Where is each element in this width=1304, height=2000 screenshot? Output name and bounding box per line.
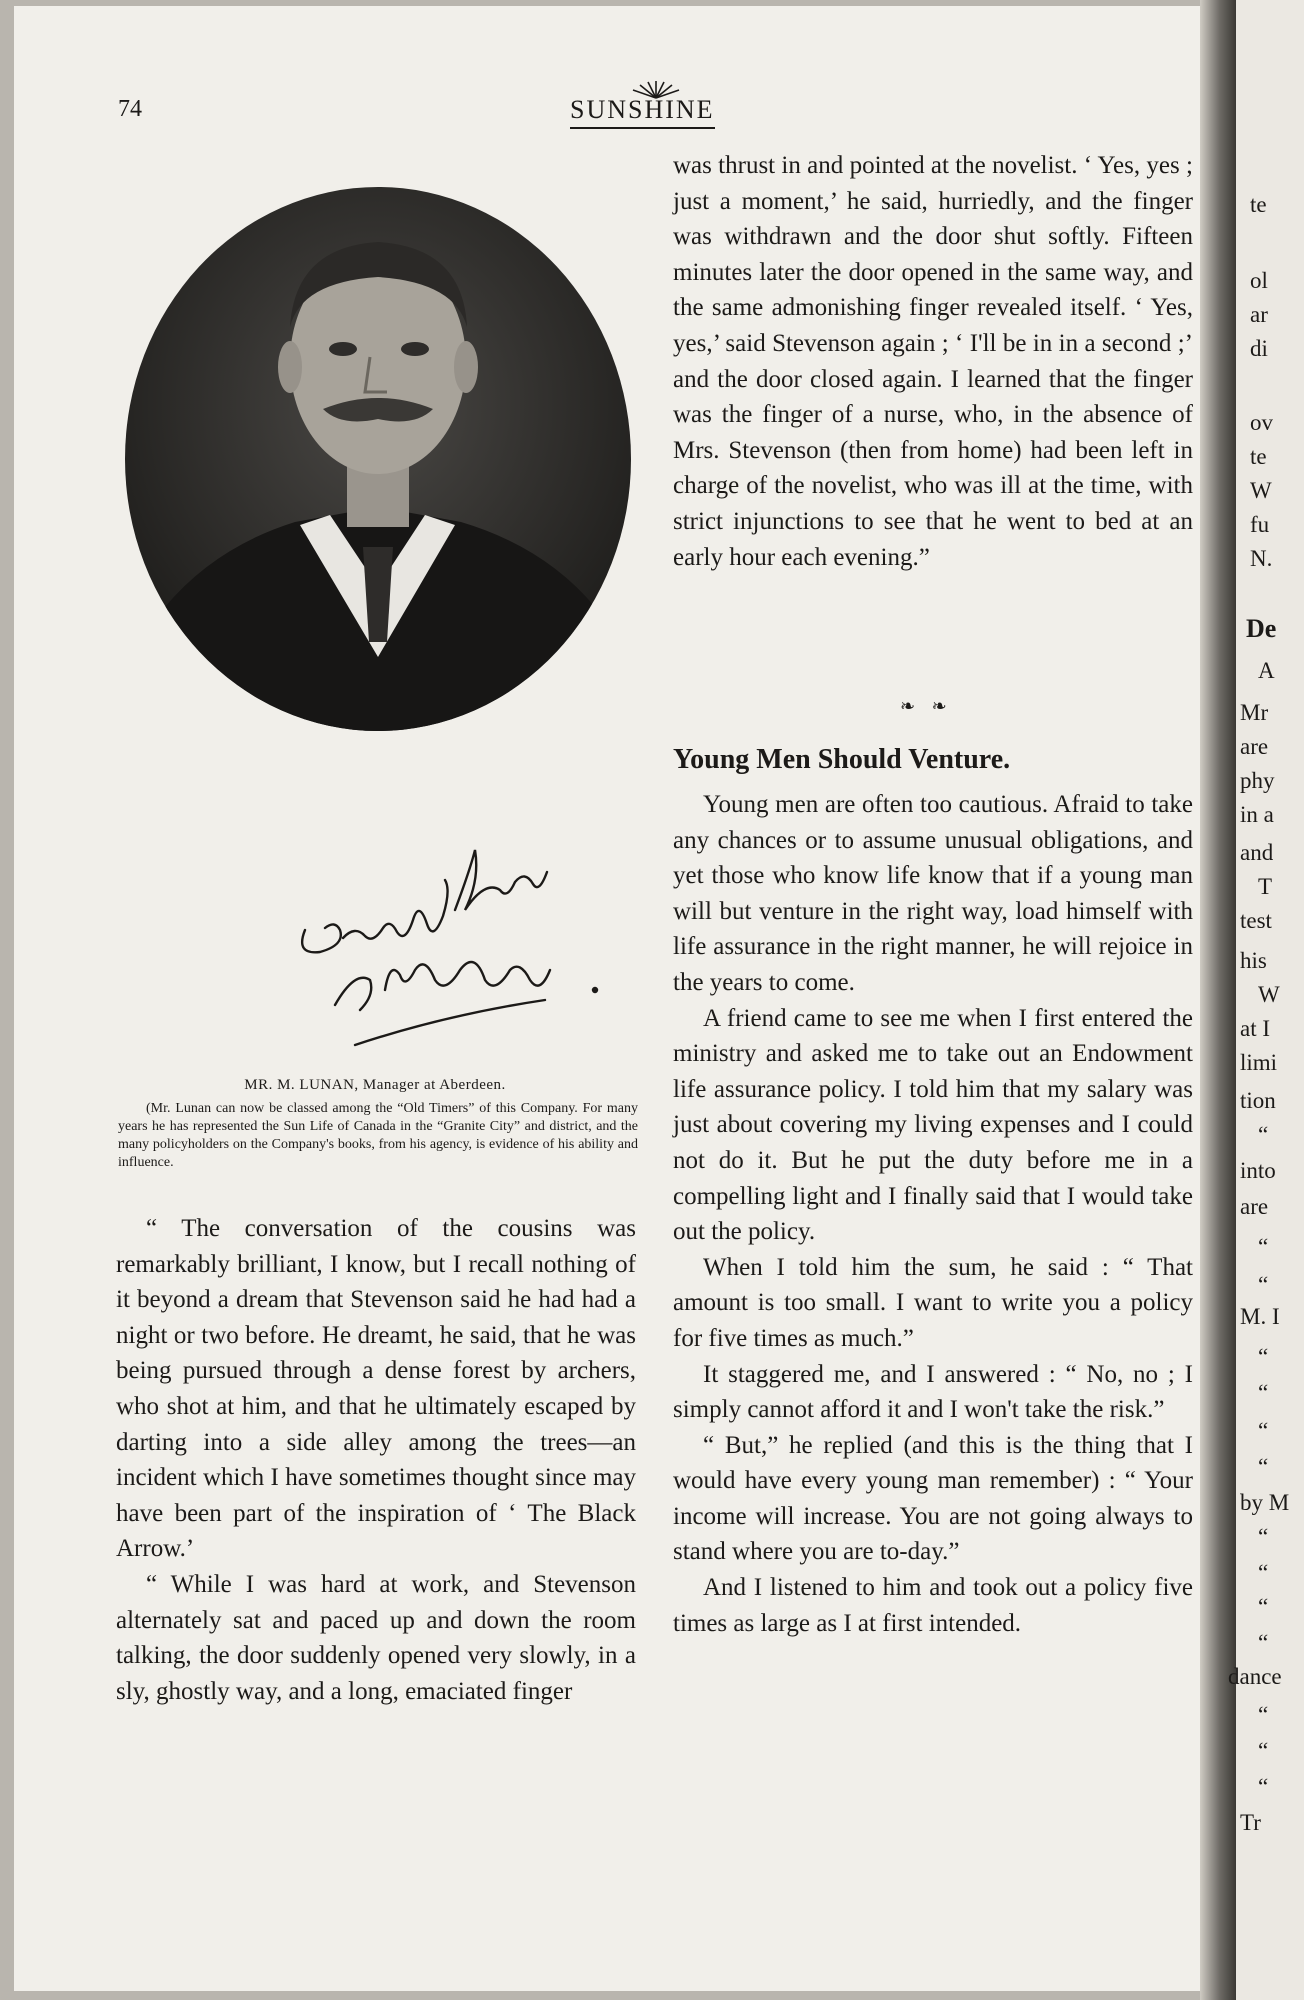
photo-caption-title: MR. M. LUNAN, Manager at Aberdeen. [244, 1077, 506, 1093]
adjacent-page-text-fragment: “ [1258, 1454, 1269, 1479]
page-gutter [1200, 0, 1236, 2000]
article-paragraph: was thrust in and pointed at the novelist. ‘ Yes, yes ; just a moment,’ he said, hurriedly, and the finger was withdrawn and the door shut softly. Fifteen minutes later the door opened in the same way, and the same admonishing finger revealed itself. ‘ Yes, yes,’ said Stevenson again ; ‘ I'll be in in a second ;’ and the door closed again. I learned that the finger was the finger of a nurse, who, in the absence of Mrs. Stevenson (then from home) had been left in charge of the novelist, who was ill at the time, with strict injunctions to see that he went to bed at an early hour each evening.” [673, 152, 1193, 571]
adjacent-page-text-fragment: ar [1250, 302, 1268, 327]
article-right-column [673, 787, 1193, 1641]
adjacent-page-text-fragment: A [1258, 658, 1275, 683]
adjacent-page-text-fragment: “ [1258, 1702, 1269, 1727]
adjacent-page-text-fragment: Tr [1240, 1810, 1261, 1835]
adjacent-page-text-fragment: dance [1228, 1664, 1282, 1689]
adjacent-page-text-fragment: by M [1240, 1490, 1290, 1515]
adjacent-page-text-fragment: “ [1258, 1418, 1269, 1443]
article-left-column [116, 1211, 636, 1709]
adjacent-page-text-fragment: at I [1240, 1016, 1271, 1041]
adjacent-page-text-fragment: and [1240, 840, 1274, 865]
adjacent-page-text-fragment: T [1258, 874, 1273, 899]
adjacent-page-text-fragment: are [1240, 734, 1269, 759]
article-paragraph: Young men are often too cautious. Afraid to take any chances or to assume unusual obligations, and yet those who know life know that if a young man will but venture in the right way, load himself with life assurance in the right manner, he will rejoice in the years to come. [673, 791, 1193, 996]
adjacent-page-text-fragment: “ [1258, 1560, 1269, 1585]
adjacent-page-text-fragment: te [1250, 444, 1267, 469]
portrait-photo [125, 187, 632, 732]
adjacent-page-text-fragment: “ [1258, 1738, 1269, 1763]
handwritten-signature [295, 820, 625, 1055]
adjacent-page-text-fragment: W [1258, 982, 1280, 1007]
adjacent-page-text-fragment: ol [1250, 268, 1268, 293]
adjacent-page-text-fragment: “ [1258, 1380, 1269, 1405]
adjacent-page-text-fragment: ov [1250, 410, 1273, 435]
adjacent-page-text-fragment: test [1240, 908, 1272, 933]
article-paragraph: “ The conversation of the cousins was remarkably brilliant, I know, but I recall nothing of it beyond a dream that Stevenson said he had had a night or two before. He dreamt, he said, that he was being pursued through a dense forest by archers, who shot at him, and that he ultimately escaped by darting into a side alley among the trees—an incident which I have sometimes thought since may have been part of the inspiration of ‘ The Black Arrow.’ [116, 1215, 636, 1563]
masthead-title: SUNSHINE [570, 95, 715, 129]
adjacent-page-text-fragment: “ [1258, 1272, 1269, 1297]
article-paragraph: When I told him the sum, he said : “ That amount is too small. I want to write you a policy for five times as much.” [673, 1253, 1193, 1352]
section-divider-ornament: ❧ ❧ [900, 696, 953, 716]
adjacent-page-text-fragment: into [1240, 1158, 1276, 1183]
adjacent-page-text-fragment: “ [1258, 1122, 1269, 1147]
article-paragraph: “ While I was hard at work, and Stevenson alternately sat and paced up and down the room talking, the door suddenly opened very slowly, in a sly, ghostly way, and a long, emaciated finger [116, 1570, 636, 1705]
adjacent-page-text-fragment: in a [1240, 802, 1274, 827]
adjacent-page-text-fragment: his [1240, 948, 1267, 973]
article-right-column-continuation [673, 148, 1193, 575]
photo-caption-text: (Mr. Lunan can now be classed among the “Old Timers” of this Company. For many years he has represented the Sun Life of Canada in the “Granite City” and district, and the many policyholders on the Company's books, from his agency, is evidence of his ability and influence. [118, 1101, 638, 1170]
adjacent-page-text-fragment: “ [1258, 1594, 1269, 1619]
adjacent-page-text-fragment: tion [1240, 1088, 1276, 1113]
adjacent-page-text-fragment: W [1250, 478, 1272, 503]
article-paragraph: A friend came to see me when I first entered the ministry and asked me to take out an Endowment life assurance policy. I told him that my salary was just about covering my living expenses and I could not do it. But he put the duty before me in a compelling light and I finally said that I would take out the policy. [673, 1004, 1193, 1246]
article-heading: Young Men Should Venture. [673, 744, 1011, 775]
adjacent-page-text-fragment: Mr [1240, 700, 1269, 725]
adjacent-page-text-fragment: “ [1258, 1774, 1269, 1799]
adjacent-page-text-fragment: De [1246, 614, 1277, 643]
adjacent-page-text-fragment: fu [1250, 512, 1270, 537]
article-paragraph: It staggered me, and I answered : “ No, no ; I simply cannot afford it and I won't take the risk.” [673, 1360, 1193, 1424]
adjacent-page-text-fragment: “ [1258, 1524, 1269, 1549]
adjacent-page-text-fragment: di [1250, 336, 1268, 361]
signature-text: Sincerely Yours [295, 820, 302, 821]
adjacent-page-text-fragment: N. [1250, 546, 1273, 571]
adjacent-page-edge [1228, 0, 1304, 2000]
adjacent-page-text-fragment: M. I [1240, 1304, 1280, 1329]
adjacent-page-text-fragment: are [1240, 1194, 1269, 1219]
adjacent-page-text-fragment: phy [1240, 768, 1275, 793]
adjacent-page-text-fragment: limi [1240, 1050, 1278, 1075]
adjacent-page-text-fragment: “ [1258, 1630, 1269, 1655]
article-paragraph: “ But,” he replied (and this is the thing that I would have every young man remember) : “ Your income will increase. You are not going always to stand where you are to-day.” [673, 1431, 1193, 1566]
adjacent-page-text-fragment: “ [1258, 1234, 1269, 1259]
adjacent-page-text-fragment: te [1250, 192, 1267, 217]
adjacent-page-text-fragment: “ [1258, 1344, 1269, 1369]
page-number: 74 [118, 96, 142, 122]
article-paragraph: And I listened to him and took out a policy five times as large as I at first intended. [673, 1574, 1193, 1637]
